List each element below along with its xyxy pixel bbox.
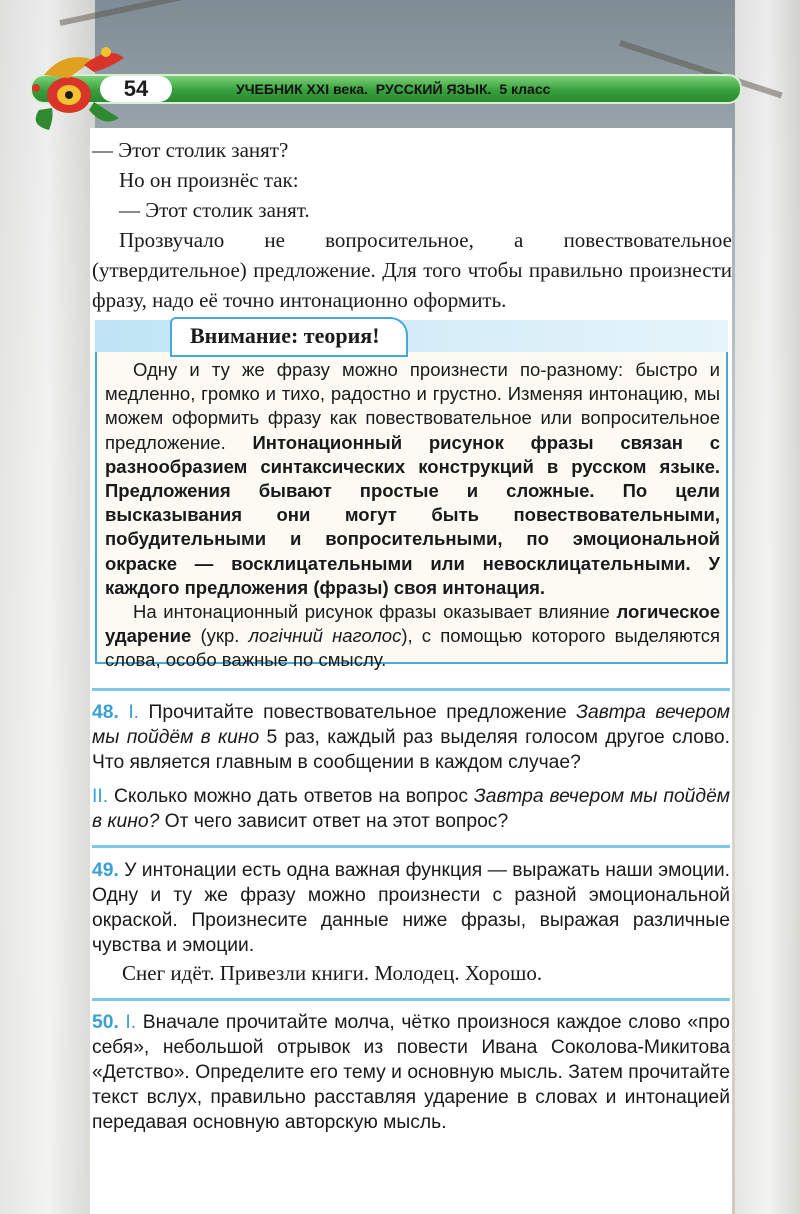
theory-text: На интонационный рисунок фразы оказывает влияние	[133, 601, 610, 623]
divider	[92, 688, 730, 691]
task-50-text	[92, 1010, 730, 1135]
birch-trunk-left	[0, 0, 95, 1214]
grade-label: 5 класс	[499, 81, 551, 97]
header-title	[236, 80, 550, 98]
example-phrases: Снег идёт. Привезли книги. Молодец. Хорошо.	[122, 961, 543, 985]
page-number: 54	[100, 76, 172, 102]
theory-text: Одну и ту же фразу можно произнести по-разному: быстро и медленно, громко и тихо, радостно и грустно. Изменяя интонацию, мы можем оформить фразу как повествовательное или вопросительное предложение.	[105, 359, 720, 453]
theory-text: ), с помощью которого выделяются слова, особо важные по смыслу.	[105, 625, 721, 671]
task-48	[92, 700, 730, 834]
task-part-marker: I.	[128, 702, 140, 723]
dialogue-line: — Этот столик занят.	[119, 198, 310, 222]
book-title: УЧЕБНИК XXI века.	[236, 81, 368, 97]
task-text: Прочитайте повествовательное предложение	[148, 702, 567, 723]
subject-title: РУССКИЙ ЯЗЫК.	[375, 81, 492, 97]
task-part-marker: I.	[125, 1012, 137, 1033]
task-text: У интонации есть одна важная функция — выражать наши эмоции. Одну и ту же фразу можно произнести с разной эмоциональной окраской. Произнесите данные ниже фразы, выражая различные чувства и эмоции.	[92, 860, 730, 956]
task-text: Сколько можно дать ответов на вопрос	[113, 786, 468, 807]
dialogue-line: Но он произнёс так:	[119, 168, 299, 192]
theory-bold-text: Интонационный рисунок фразы связан с разнообразием синтаксических конструкций в русском языке. Предложения бывают простые и сложные. По цели высказывания они могут быть повествовательными, побудительными и вопросительными, по эмоциональной окраске — восклицательными или невосклицательными. У каждого предложения (фразы) своя интонация.	[105, 431, 721, 598]
task-49	[92, 858, 730, 958]
theory-italic-term: логічний наголос	[248, 625, 402, 647]
task-48-part-1	[92, 700, 730, 775]
task-50	[92, 1010, 730, 1135]
divider	[92, 845, 730, 848]
theory-paragraph	[105, 600, 720, 673]
intro-text	[92, 135, 732, 315]
task-italic-phrase: Завтра вечером мы пойдём в кино?	[92, 786, 731, 832]
theory-body	[105, 358, 720, 673]
intro-paragraph: Прозвучало не вопросительное, а повествовательное (утвердительное) предложение. Для того чтобы правильно произнести фразу, надо её точно интонационно оформить.	[92, 228, 732, 312]
task-number: 48.	[92, 702, 119, 723]
task-text: Вначале прочитайте молча, чётко произнося каждое слово «про себя», небольшой отрывок из повести Ивана Соколова-Микитова «Детство». Определите его тему и основную мысль. Затем прочитайте текст вслух, правильно расставляя ударение в словах и интонацией передавая основную авторскую мысль.	[92, 1012, 731, 1133]
task-italic-phrase: Завтра вечером мы пойдём в кино	[92, 702, 731, 748]
theory-bold-term: логическое ударение	[105, 601, 721, 647]
task-part-marker: II.	[92, 786, 109, 807]
task-text: 5 раз, каждый раз выделяя голосом другое слово. Что является главным в сообщении в каждом случае?	[92, 727, 730, 773]
task-49-text	[92, 858, 730, 958]
theory-title: Внимание: теория!	[170, 317, 408, 357]
dialogue-line: — Этот столик занят?	[92, 138, 289, 162]
theory-text: (укр.	[200, 625, 240, 647]
task-text: От чего зависит ответ на этот вопрос?	[164, 811, 509, 832]
task-number: 50.	[92, 1012, 119, 1033]
theory-paragraph	[105, 358, 720, 600]
birch-trunk-right	[735, 0, 800, 1214]
task-number: 49.	[92, 860, 119, 881]
divider	[92, 998, 730, 1001]
task-48-part-2	[92, 784, 730, 834]
